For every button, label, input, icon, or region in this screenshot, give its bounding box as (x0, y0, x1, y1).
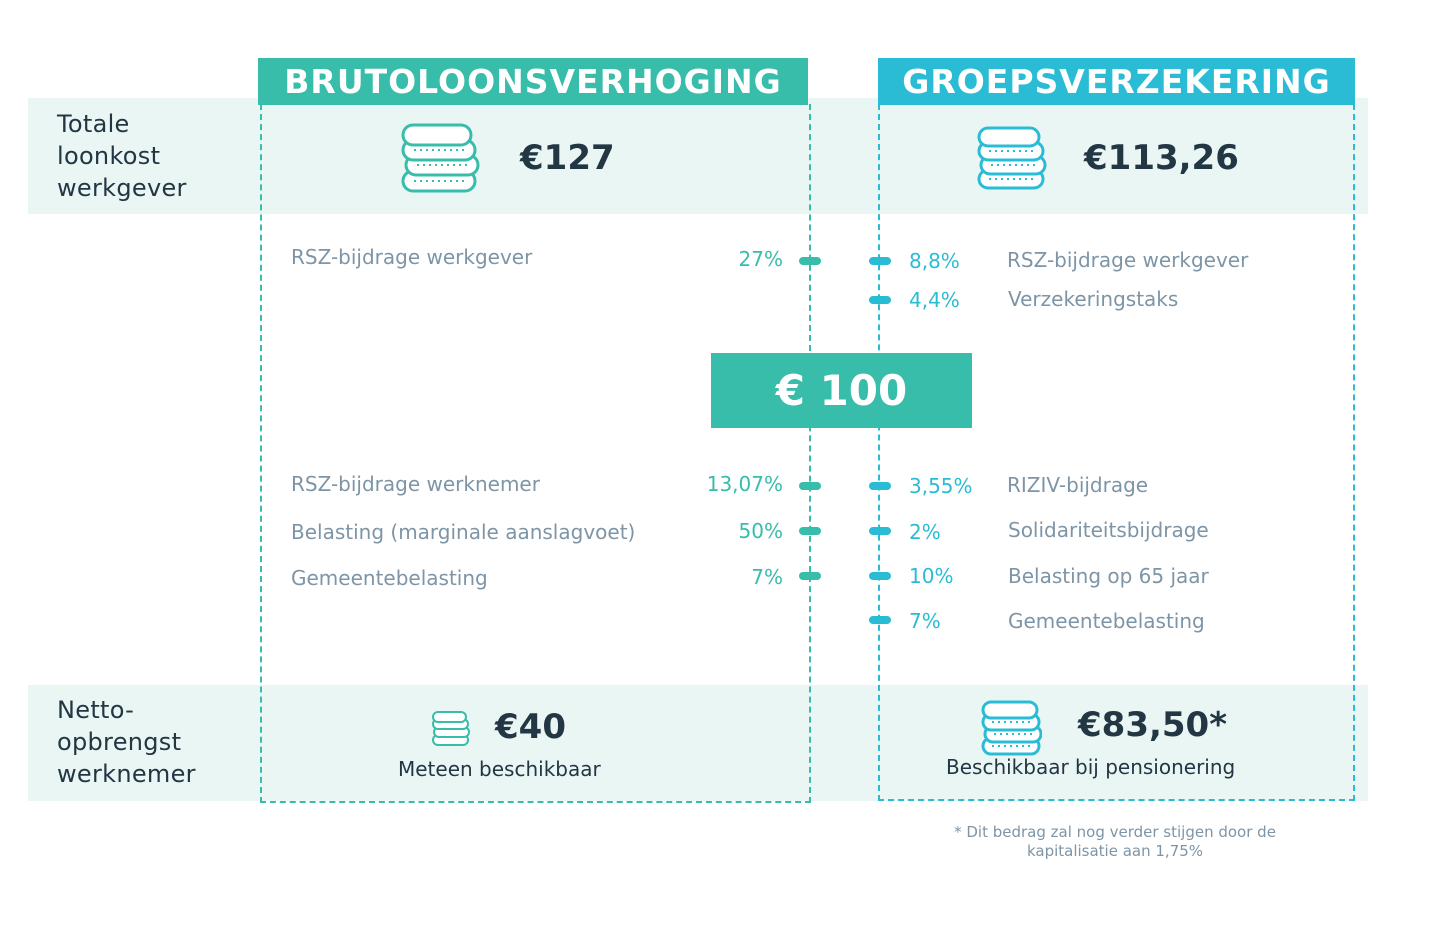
right-tick (869, 616, 891, 624)
left-employer-label: RSZ-bijdrage werkgever (291, 245, 533, 269)
right-employer-pct: 4,4% (909, 288, 960, 312)
left-employee-pct: 13,07% (706, 472, 783, 496)
header-gross-raise: BRUTOLOONSVERHOGING (258, 58, 808, 105)
group-insurance-column (878, 104, 1355, 801)
coin-stack-icon (980, 700, 1042, 756)
base-amount-box: € 100 (711, 353, 972, 428)
right-tick (869, 527, 891, 535)
left-employer-pct: 27% (738, 247, 783, 271)
right-employee-label: Belasting op 65 jaar (1008, 564, 1209, 588)
left-tick (799, 572, 821, 580)
right-employee-pct: 10% (909, 564, 954, 588)
left-net-note: Meteen beschikbaar (398, 757, 601, 781)
row-label-net-revenue: Netto- opbrengst werknemer (57, 696, 196, 788)
right-employer-label: RSZ-bijdrage werkgever (1007, 248, 1249, 272)
right-tick (869, 257, 891, 265)
header-group-insurance: GROEPSVERZEKERING (878, 58, 1355, 105)
right-employee-label: RIZIV-bijdrage (1007, 473, 1149, 497)
right-employer-label: Verzekeringstaks (1008, 287, 1179, 311)
left-tick (799, 527, 821, 535)
left-employee-label: RSZ-bijdrage werknemer (291, 472, 540, 496)
right-employee-pct: 7% (909, 609, 941, 633)
right-employee-pct: 2% (909, 520, 941, 544)
right-net-note: Beschikbaar bij pensionering (946, 755, 1236, 779)
coin-stack-icon (431, 711, 471, 747)
footnote: * Dit bedrag zal nog verder stijgen door de kapitalisatie aan 1,75% (954, 823, 1276, 860)
right-net-amount: €83,50* (1078, 705, 1227, 745)
gross-raise-column (260, 104, 811, 803)
right-tick (869, 482, 891, 490)
right-tick (869, 572, 891, 580)
coin-stack-icon (400, 123, 480, 195)
row-label-total-cost: Totale loonkost werkgever (57, 110, 187, 202)
right-total-cost: €113,26 (1084, 138, 1239, 178)
left-net-amount: €40 (495, 707, 566, 747)
right-employee-label: Solidariteitsbijdrage (1008, 518, 1209, 542)
left-total-cost: €127 (520, 138, 615, 178)
left-employee-label: Gemeentebelasting (291, 566, 488, 590)
coin-stack-icon (976, 126, 1048, 190)
left-tick (799, 482, 821, 490)
right-employee-label: Gemeentebelasting (1008, 609, 1205, 633)
left-employee-pct: 50% (738, 519, 783, 543)
left-tick (799, 257, 821, 265)
right-employer-pct: 8,8% (909, 249, 960, 273)
right-tick (869, 296, 891, 304)
right-employee-pct: 3,55% (909, 474, 973, 498)
left-employee-pct: 7% (751, 565, 783, 589)
left-employee-label: Belasting (marginale aanslagvoet) (291, 520, 636, 544)
